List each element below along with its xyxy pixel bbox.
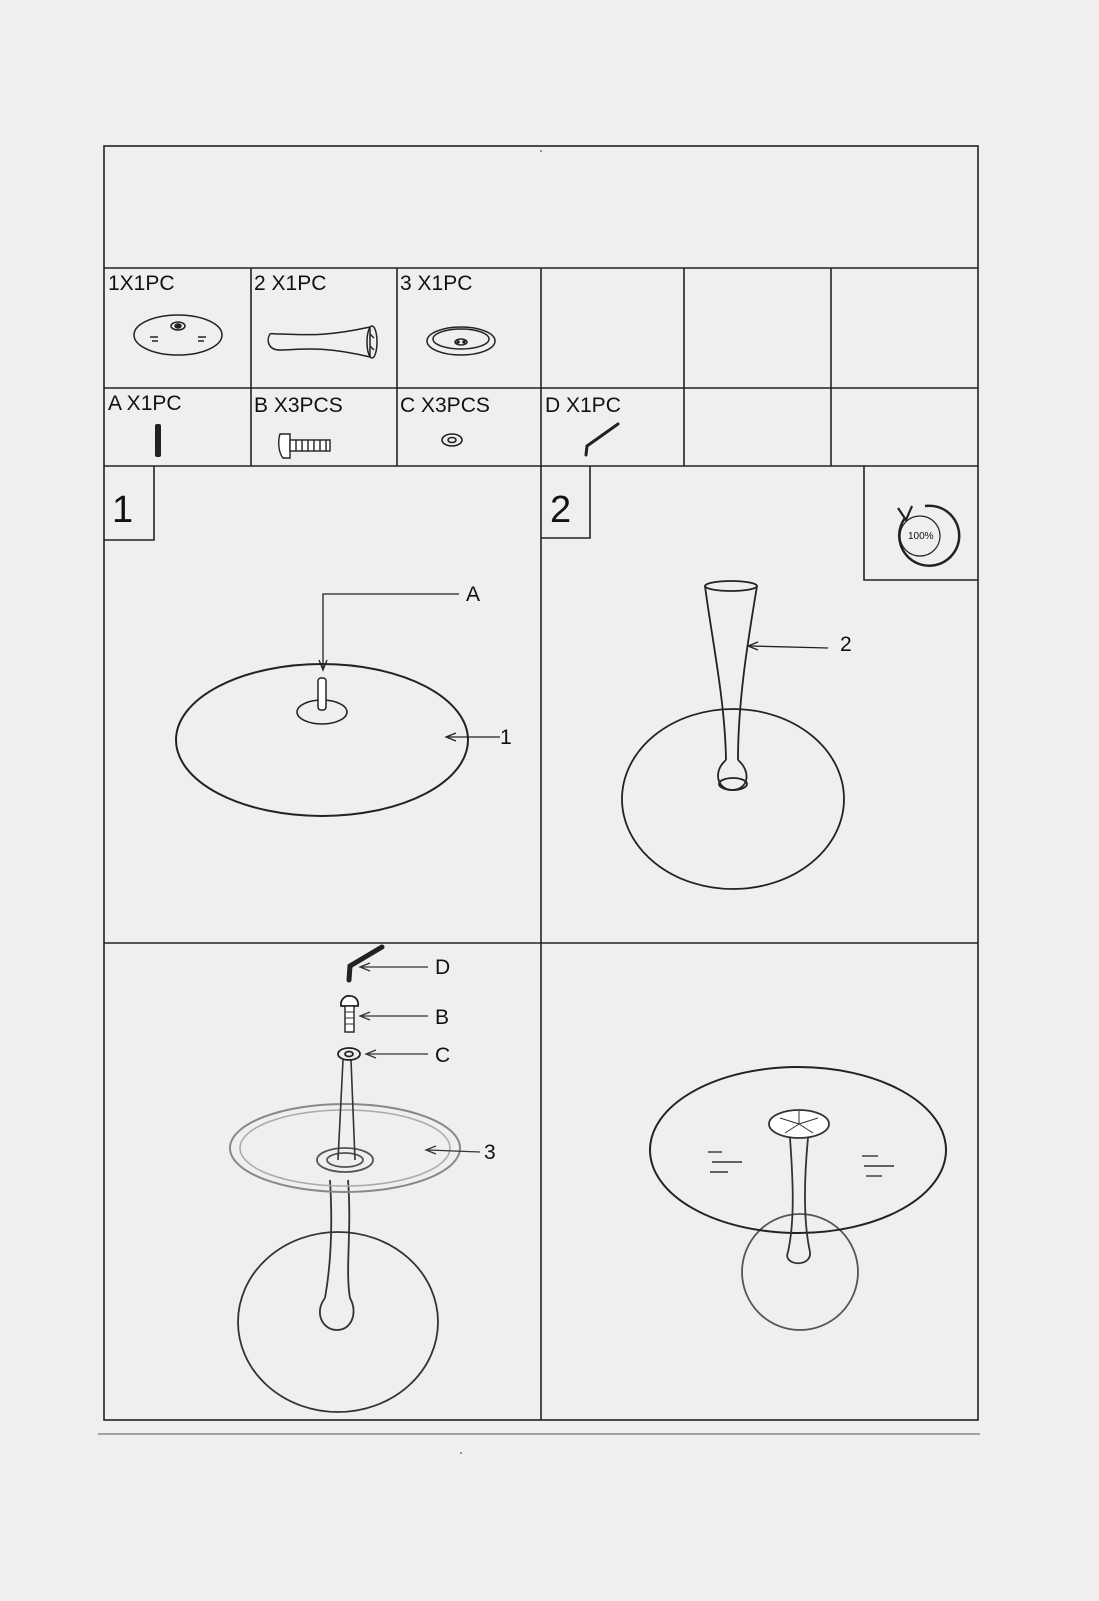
step-4-illustration: [650, 1067, 946, 1330]
part-1-tabletop-icon: [134, 315, 222, 355]
step-1-callout-a: A: [466, 583, 481, 606]
hw-a-pin-icon: [155, 424, 161, 457]
hw-b-label: B X3PCS: [254, 394, 343, 417]
step-2-illustration: [622, 506, 959, 889]
step-3-callout-d: D: [435, 956, 451, 979]
step-2-callout-2: 2: [840, 633, 852, 656]
hw-c-label: C X3PCS: [400, 394, 490, 417]
step-3-callout-b: B: [435, 1006, 450, 1029]
step-3-callout-c: C: [435, 1044, 451, 1067]
hw-b-bolt-icon: [279, 434, 330, 458]
step-1-illustration: [176, 594, 500, 816]
part-2-pedestal-icon: [268, 326, 377, 358]
step-2-badge-text: 100%: [908, 531, 934, 542]
scan-speck: [540, 150, 542, 152]
part-3-base-icon: [427, 327, 495, 355]
step-1-callout-1: 1: [500, 726, 512, 749]
part-1-label: 1X1PC: [108, 272, 175, 295]
step-1-number: 1: [112, 489, 134, 531]
scan-speck: [460, 1452, 462, 1454]
hw-a-label: A X1PC: [108, 392, 182, 415]
hw-d-label: D X1PC: [545, 394, 621, 417]
hw-d-allen-key-icon: [586, 424, 618, 455]
part-2-label: 2 X1PC: [254, 272, 327, 295]
hw-c-washer-icon: [442, 434, 462, 446]
part-3-label: 3 X1PC: [400, 272, 473, 295]
step-2-number: 2: [550, 489, 572, 531]
step-3-callout-3: 3: [484, 1141, 496, 1164]
